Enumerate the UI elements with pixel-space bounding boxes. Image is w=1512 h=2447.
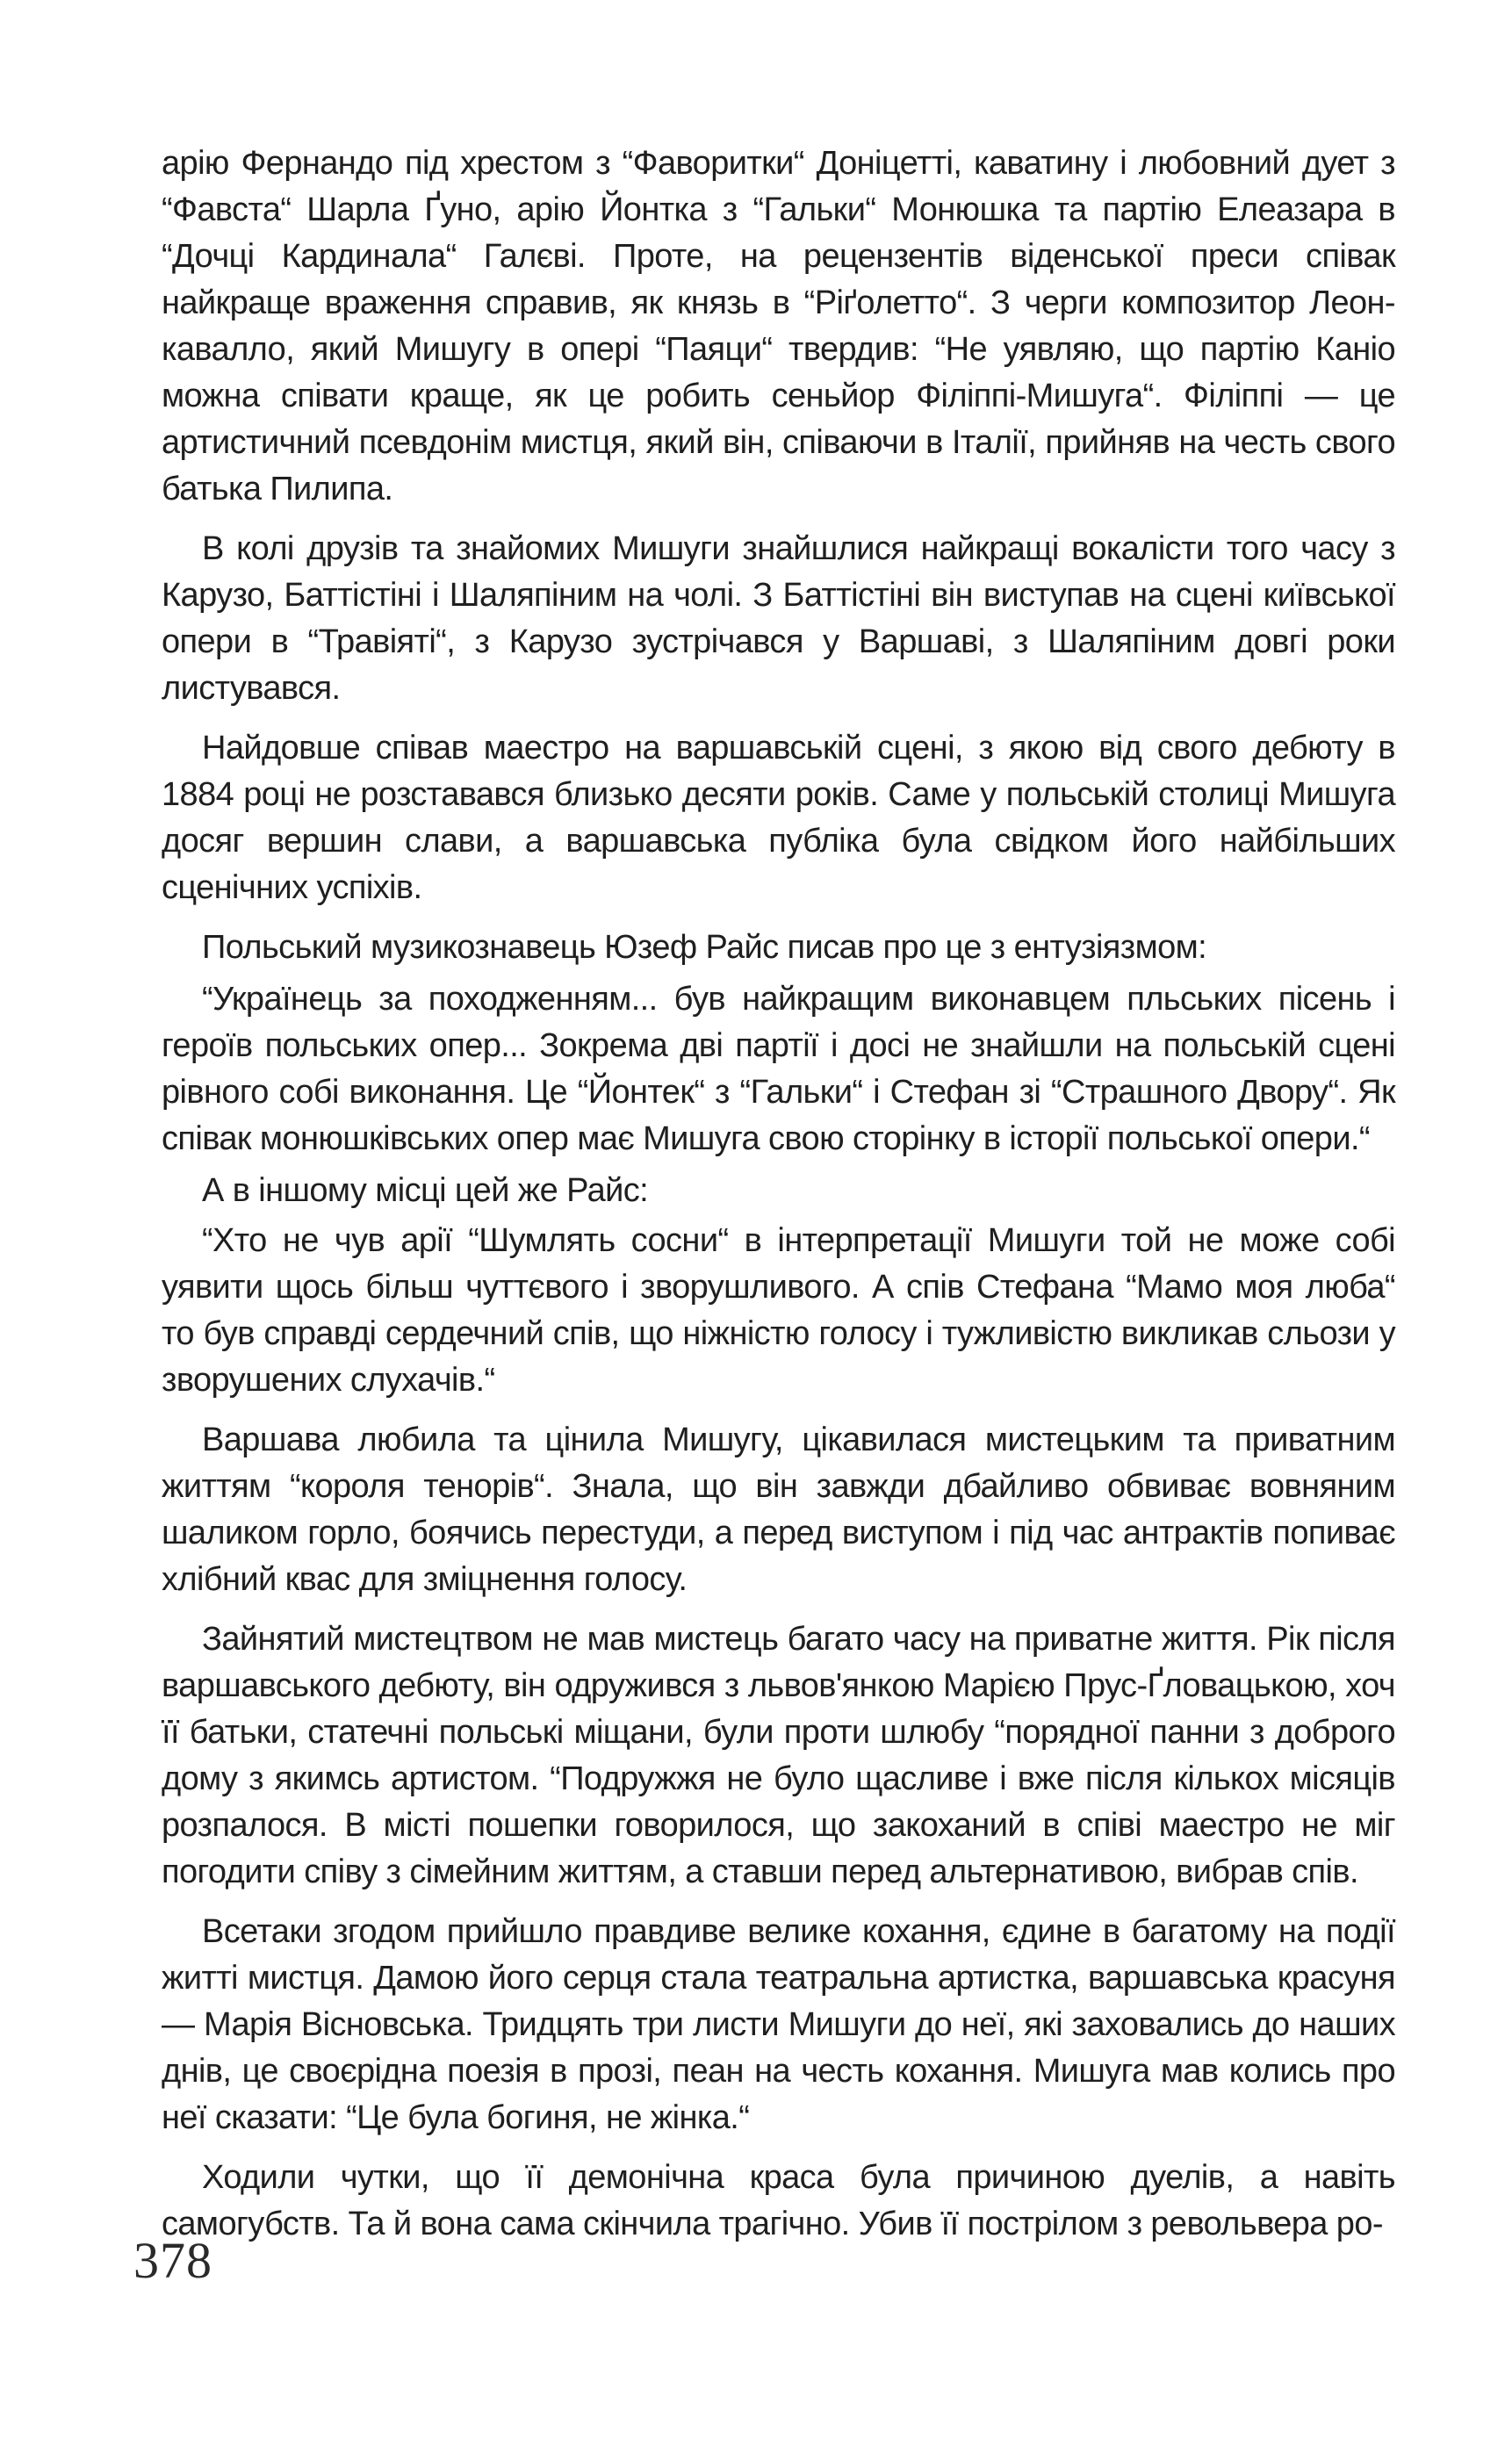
paragraph-rumors: Ходили чутки, що її демонічна краса була причиною дуелів, а навіть самогубств. Та й вона сама скінчила трагічно. Убив її пострілом з револьвера ро- (162, 2159, 1395, 2242)
page-number: 378 (133, 2232, 212, 2289)
quote-reiss-1: “Українець за походженням... був найкращим виконавцем пльських пісень і героїв польських опер... Зокрема дві партії і досі не знайшли на польській сцені рівного собі виконання. Це “Йонтек“ з “Гальки“ і Стефан зі “Страшного Двору“. Як співак монюшківських опер має Мишуга свою сторінку в історії польської опери.“ (162, 981, 1395, 1157)
body-text (162, 140, 1395, 2261)
paragraph-continuation: арію Фернандо під хрестом з “Фаворитки“ Доніцетті, каватину і любовний дует з “Фавста“ Шарла Ґуно, арію Йонтка з “Гальки“ Монюшка та партію Елеазара в “Дочці Кардинала“ Галєві. Проте, на рецензентів віденської преси співак найкраще враження справив, як князь в “Ріґолетто“. З черги композитор Леон-кавалло, який Мишугу в опері “Паяци“ твердив: “Не уявляю, що партію Каніо можна співати краще, як це робить сеньйор Філіппі-Мишуга“. Філіппі — це артистичний псевдонім мистця, який він, співаючи в Італії, прийняв на честь свого батька Пилипа. (162, 145, 1395, 507)
paragraph-reiss-again: А в іншому місці цей же Райс: (202, 1172, 649, 1209)
paragraph-friends: В колі друзів та знайомих Мишуги знайшлися найкращі вокалісти того часу з Карузо, Баттістіні і Шаляпіним на чолі. З Баттістіні він виступав на сцені київської опери в “Травіяті“, з Карузо зустрічався у Варшаві, з Шаляпіним довгі роки листувався. (162, 530, 1395, 707)
paragraph-marriage: Зайнятий мистецтвом не мав мистець багато часу на приватне життя. Рік після варшавського дебюту, він одружився з львов'янкою Марією Прус-Ґловацькою, хоч її батьки, статечні польські міщани, були проти шлюбу “порядної панни з доброго дому з якимсь артистом. “Подружжя не було щасливе і вже після кількох місяців розпалося. В місті пошепки говорилося, що закоханий в співі маестро не міг погодити співу з сімейним життям, а ставши перед альтернативою, вибрав спів. (162, 1621, 1395, 1890)
paragraph-true-love: Всетаки згодом прийшло правдиве велике кохання, єдине в багатому на події житті мистця. Дамою його серця стала театральна артистка, варшавська красуня — Марія Вісновська. Тридцять три листи Мишуги до неї, які заховались до наших днів, це своєрідна поезія в прозі, пеан на честь кохання. Мишуга мав колись про неї сказати: “Це була богиня, не жінка.“ (162, 1913, 1395, 2136)
paragraph-reiss-intro: Польський музикознавець Юзеф Райс писав про це з ентузіязмом: (202, 929, 1207, 966)
quote-reiss-2: “Хто не чув арії “Шумлять сосни“ в інтерпретації Мишуги той не може собі уявити щось більш чуттєвого і зворушливого. А спів Стефана “Мамо моя люба“ то був справді сердечний спів, що ніжністю голосу і тужливістю викликав сльози у зворушених слухачів.“ (162, 1222, 1395, 1399)
paragraph-warsaw-debut: Найдовше співав маестро на варшавській сцені, з якою від свого дебюту в 1884 році не розставався близько десяти років. Саме у польській столиці Мишуга досяг вершин слави, а варшавська публіка була свідком його найбільших сценічних успіхів. (162, 730, 1395, 906)
paragraph-warsaw-loved: Варшава любила та цінила Мишугу, цікавилася мистецьким та приватним життям “короля тенорів“. Знала, що він завжди дбайливо обвиває вовняним шаликом горло, боячись перестуди, а перед виступом і під час антрактів попиває хлібний квас для зміцнення голосу. (162, 1421, 1395, 1598)
